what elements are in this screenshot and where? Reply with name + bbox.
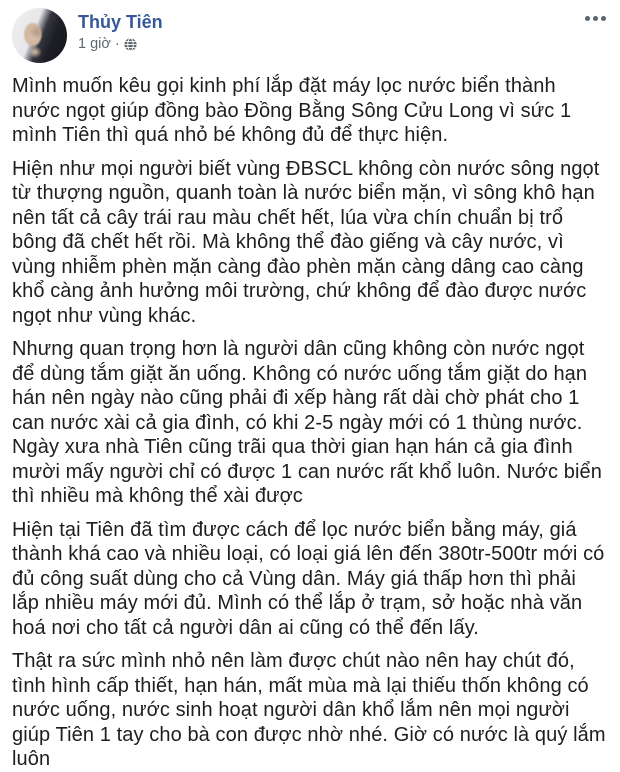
- timestamp-link[interactable]: 1 giờ: [78, 36, 111, 52]
- meta-separator: ·: [114, 36, 120, 52]
- post-header-text: [78, 8, 608, 53]
- author-link[interactable]: Thủy Tiên: [78, 12, 163, 32]
- post-paragraph: Hiện tại Tiên đã tìm được cách để lọc nước biển bằng máy, giá thành khá cao và nhiều loại, có loại giá lên đến 380tr-500tr mới có đủ công suất dùng cho cả Vùng dân. Máy giá thấp hơn thì phải lắp nhiều máy mới đủ. Mình có thể lắp ở trạm, sở hoặc nhà văn hoá nơi cho tất cả người dân ai cũng có thể đến lấy.: [12, 518, 611, 639]
- ellipsis-dot: [593, 16, 598, 21]
- post-header: [0, 0, 620, 63]
- more-options-button[interactable]: [578, 6, 612, 30]
- globe-icon: [124, 38, 137, 51]
- post-paragraph: Nhưng quan trọng hơn là người dân cũng không còn nước ngọt để dùng tắm giặt ăn uống. Không có nước uống tắm giặt do hạn hán nên ngày nào cũng phải đi xếp hàng rất dài chờ phát cho 1 can nước xài cả gia đình, có khi 2-5 ngày mới có 1 thùng nước. Ngày xưa nhà Tiên cũng trãi qua thời gian hạn hán cả gia đình mười mấy người chỉ có được 1 can nước rất khổ luôn. Nước biển thì nhiều mà không thể xài được: [12, 338, 608, 507]
- ellipsis-dot: [601, 16, 606, 21]
- post-meta: [78, 35, 608, 53]
- post-body: [0, 63, 620, 772]
- post-paragraph: Mình muốn kêu gọi kinh phí lắp đặt máy lọc nước biển thành nước ngọt giúp đồng bào Đồng Bằng Sông Cửu Long vì sức 1 mình Tiên thì quá nhỏ bé không đủ để thực hiện.: [12, 75, 577, 146]
- post-paragraph: Thật ra sức mình nhỏ nên làm được chút nào nên hay chút đó, tình hình cấp thiết, hạn hán, mất mùa mà lại thiếu thốn không có nước uống, nước sinh hoạt người dân khổ lắm nên mọi người giúp Tiên 1 tay cho bà con được nhờ nhé. Giờ có nước là quý lắm luôn: [12, 650, 612, 770]
- ellipsis-dot: [585, 16, 590, 21]
- post-paragraph: Hiện như mọi người biết vùng ĐBSCL không còn nước sông ngọt từ thượng nguồn, quanh toàn là nước biển mặn, vì sông khô hạn nên tất cả cây trái rau màu chết hết, lúa vừa chín chuẩn bị trổ bông đã chết hết rồi. Mà không thể đào giếng và cây nước, vì vùng nhiễm phèn mặn càng đào phèn mặn càng dâng cao càng khổ càng ảnh hưởng môi trường, chứ không để đào được nước ngọt như vùng khác.: [12, 157, 606, 327]
- avatar[interactable]: [12, 8, 67, 63]
